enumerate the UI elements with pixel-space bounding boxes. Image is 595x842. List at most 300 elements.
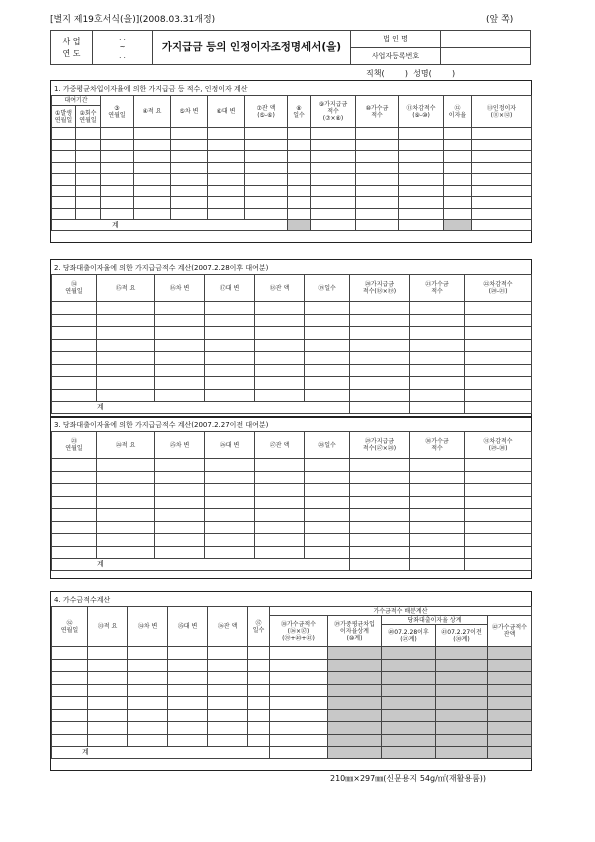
table-cell[interactable] [270,672,328,685]
table-cell[interactable] [465,521,532,534]
table-cell[interactable] [399,185,444,197]
table-cell[interactable] [472,151,532,163]
table-cell[interactable] [255,534,305,547]
table-cell[interactable] [101,208,134,220]
table-cell[interactable] [168,672,208,685]
table-cell[interactable] [410,534,465,547]
table-cell[interactable] [97,377,155,390]
table-cell[interactable] [399,162,444,174]
table-cell[interactable] [255,546,305,559]
table-cell[interactable] [270,684,328,697]
table-cell[interactable] [410,314,465,327]
table-cell[interactable] [356,185,399,197]
total-cell[interactable] [465,402,532,414]
table-cell[interactable] [205,509,255,522]
table-cell[interactable] [465,327,532,340]
table-cell[interactable] [465,314,532,327]
table-cell[interactable] [410,484,465,497]
table-cell[interactable] [155,389,205,402]
table-cell[interactable] [171,139,208,151]
table-cell[interactable] [350,327,410,340]
table-cell[interactable] [399,174,444,186]
table-cell[interactable] [101,174,134,186]
table-cell[interactable] [270,647,328,660]
table-cell[interactable] [52,471,97,484]
table-cell[interactable] [52,521,97,534]
total-cell[interactable] [350,402,410,414]
table-cell[interactable] [305,484,350,497]
table-cell[interactable] [410,339,465,352]
table-cell[interactable] [52,139,76,151]
table-cell[interactable] [472,174,532,186]
table-cell[interactable] [255,364,305,377]
total-cell[interactable] [410,559,465,571]
table-cell[interactable] [410,377,465,390]
table-cell[interactable] [205,459,255,472]
table-cell[interactable] [410,327,465,340]
table-cell[interactable] [356,197,399,209]
table-cell[interactable] [311,151,356,163]
table-cell[interactable] [208,128,245,140]
table-cell[interactable] [97,339,155,352]
table-cell[interactable] [97,471,155,484]
table-cell[interactable] [399,197,444,209]
table-cell[interactable] [399,128,444,140]
table-cell[interactable] [245,185,288,197]
table-cell[interactable] [350,509,410,522]
table-cell[interactable] [208,672,248,685]
table-cell[interactable] [444,151,472,163]
table-cell[interactable] [288,151,311,163]
table-cell[interactable] [208,709,248,722]
table-cell[interactable] [134,208,171,220]
table-cell[interactable] [444,185,472,197]
table-cell[interactable] [255,314,305,327]
table-cell[interactable] [311,162,356,174]
table-cell[interactable] [208,185,245,197]
table-cell[interactable] [171,185,208,197]
table-cell[interactable] [208,647,248,660]
table-cell[interactable] [399,151,444,163]
table-cell[interactable] [52,734,88,747]
table-cell[interactable] [472,185,532,197]
table-cell[interactable] [305,314,350,327]
table-cell[interactable] [168,709,208,722]
table-cell[interactable] [472,162,532,174]
table-cell[interactable] [465,352,532,365]
table-cell[interactable] [311,174,356,186]
table-cell[interactable] [155,484,205,497]
table-cell[interactable] [97,496,155,509]
table-cell[interactable] [155,314,205,327]
table-cell[interactable] [305,364,350,377]
table-cell[interactable] [128,722,168,735]
table-cell[interactable] [305,352,350,365]
table-cell[interactable] [248,647,270,660]
table-cell[interactable] [305,459,350,472]
table-cell[interactable] [155,339,205,352]
table-cell[interactable] [97,509,155,522]
table-cell[interactable] [52,352,97,365]
table-cell[interactable] [52,197,76,209]
table-cell[interactable] [465,546,532,559]
table-cell[interactable] [97,352,155,365]
table-cell[interactable] [52,509,97,522]
table-cell[interactable] [465,302,532,315]
table-cell[interactable] [305,471,350,484]
table-cell[interactable] [305,302,350,315]
table-cell[interactable] [208,197,245,209]
table-cell[interactable] [155,352,205,365]
table-cell[interactable] [171,162,208,174]
total-cell[interactable] [472,220,532,231]
table-cell[interactable] [97,459,155,472]
table-cell[interactable] [101,197,134,209]
table-cell[interactable] [88,684,128,697]
table-cell[interactable] [168,734,208,747]
table-cell[interactable] [52,709,88,722]
table-cell[interactable] [128,659,168,672]
table-cell[interactable] [305,534,350,547]
table-cell[interactable] [52,128,76,140]
table-cell[interactable] [52,722,88,735]
table-cell[interactable] [134,128,171,140]
table-cell[interactable] [208,697,248,710]
table-cell[interactable] [305,327,350,340]
table-cell[interactable] [245,139,288,151]
table-cell[interactable] [350,459,410,472]
table-cell[interactable] [270,734,328,747]
table-cell[interactable] [128,697,168,710]
table-cell[interactable] [155,496,205,509]
table-cell[interactable] [356,139,399,151]
table-cell[interactable] [248,672,270,685]
total-cell[interactable] [410,402,465,414]
table-cell[interactable] [305,377,350,390]
table-cell[interactable] [101,151,134,163]
table-cell[interactable] [311,197,356,209]
table-cell[interactable] [350,302,410,315]
table-cell[interactable] [171,151,208,163]
table-cell[interactable] [88,722,128,735]
table-cell[interactable] [205,327,255,340]
table-cell[interactable] [472,197,532,209]
table-cell[interactable] [76,139,101,151]
table-cell[interactable] [134,139,171,151]
table-cell[interactable] [350,364,410,377]
table-cell[interactable] [356,151,399,163]
table-cell[interactable] [410,459,465,472]
table-cell[interactable] [356,208,399,220]
table-cell[interactable] [270,709,328,722]
table-cell[interactable] [288,128,311,140]
table-cell[interactable] [128,734,168,747]
table-cell[interactable] [410,352,465,365]
table-cell[interactable] [399,208,444,220]
table-cell[interactable] [76,174,101,186]
table-cell[interactable] [52,546,97,559]
table-cell[interactable] [350,314,410,327]
table-cell[interactable] [270,659,328,672]
table-cell[interactable] [255,327,305,340]
table-cell[interactable] [350,521,410,534]
table-cell[interactable] [472,139,532,151]
table-cell[interactable] [288,174,311,186]
table-cell[interactable] [128,672,168,685]
table-cell[interactable] [350,496,410,509]
table-cell[interactable] [356,174,399,186]
table-cell[interactable] [88,647,128,660]
corp-name-field[interactable] [441,31,531,48]
table-cell[interactable] [97,302,155,315]
table-cell[interactable] [305,546,350,559]
total-cell[interactable] [311,220,356,231]
table-cell[interactable] [410,546,465,559]
table-cell[interactable] [270,697,328,710]
table-cell[interactable] [208,722,248,735]
table-cell[interactable] [270,722,328,735]
table-cell[interactable] [311,185,356,197]
table-cell[interactable] [155,377,205,390]
table-cell[interactable] [305,389,350,402]
table-cell[interactable] [444,197,472,209]
table-cell[interactable] [472,208,532,220]
table-cell[interactable] [472,128,532,140]
table-cell[interactable] [444,128,472,140]
table-cell[interactable] [168,659,208,672]
table-cell[interactable] [465,389,532,402]
table-cell[interactable] [255,302,305,315]
table-cell[interactable] [444,174,472,186]
table-cell[interactable] [205,471,255,484]
table-cell[interactable] [245,128,288,140]
table-cell[interactable] [465,459,532,472]
table-cell[interactable] [208,139,245,151]
table-cell[interactable] [76,208,101,220]
table-cell[interactable] [208,734,248,747]
table-cell[interactable] [288,208,311,220]
table-cell[interactable] [205,314,255,327]
table-cell[interactable] [52,484,97,497]
table-cell[interactable] [205,339,255,352]
total-cell[interactable] [465,559,532,571]
table-cell[interactable] [134,151,171,163]
table-cell[interactable] [52,672,88,685]
table-cell[interactable] [52,496,97,509]
period-to[interactable]: . . [119,52,126,60]
total-cell[interactable] [270,747,328,759]
table-cell[interactable] [52,647,88,660]
table-cell[interactable] [171,128,208,140]
table-cell[interactable] [76,185,101,197]
total-cell[interactable] [356,220,399,231]
table-cell[interactable] [155,364,205,377]
table-cell[interactable] [52,174,76,186]
table-cell[interactable] [465,377,532,390]
table-cell[interactable] [134,185,171,197]
table-cell[interactable] [255,459,305,472]
table-cell[interactable] [171,197,208,209]
table-cell[interactable] [168,697,208,710]
table-cell[interactable] [350,339,410,352]
table-cell[interactable] [248,722,270,735]
table-cell[interactable] [97,327,155,340]
table-cell[interactable] [52,314,97,327]
table-cell[interactable] [97,546,155,559]
total-cell[interactable] [350,559,410,571]
table-cell[interactable] [255,521,305,534]
table-cell[interactable] [155,471,205,484]
table-cell[interactable] [76,128,101,140]
table-cell[interactable] [410,521,465,534]
table-cell[interactable] [101,139,134,151]
table-cell[interactable] [52,459,97,472]
table-cell[interactable] [245,162,288,174]
table-cell[interactable] [465,484,532,497]
table-cell[interactable] [168,647,208,660]
table-cell[interactable] [356,162,399,174]
table-cell[interactable] [128,709,168,722]
period-from[interactable]: . . [119,34,126,42]
table-cell[interactable] [168,722,208,735]
table-cell[interactable] [205,377,255,390]
table-cell[interactable] [205,546,255,559]
biz-no-field[interactable] [441,48,531,65]
table-cell[interactable] [311,139,356,151]
table-cell[interactable] [76,197,101,209]
table-cell[interactable] [52,339,97,352]
table-cell[interactable] [88,697,128,710]
table-cell[interactable] [52,684,88,697]
table-cell[interactable] [52,151,76,163]
table-cell[interactable] [97,484,155,497]
table-cell[interactable] [88,672,128,685]
table-cell[interactable] [155,546,205,559]
table-cell[interactable] [248,684,270,697]
table-cell[interactable] [88,734,128,747]
total-cell[interactable] [399,220,444,231]
table-cell[interactable] [311,208,356,220]
table-cell[interactable] [248,659,270,672]
table-cell[interactable] [205,389,255,402]
table-cell[interactable] [255,389,305,402]
table-cell[interactable] [205,352,255,365]
table-cell[interactable] [97,314,155,327]
table-cell[interactable] [444,208,472,220]
table-cell[interactable] [52,185,76,197]
table-cell[interactable] [88,659,128,672]
table-cell[interactable] [350,471,410,484]
table-cell[interactable] [410,471,465,484]
table-cell[interactable] [76,162,101,174]
table-cell[interactable] [305,496,350,509]
table-cell[interactable] [155,302,205,315]
table-cell[interactable] [52,389,97,402]
table-cell[interactable] [52,208,76,220]
table-cell[interactable] [245,208,288,220]
table-cell[interactable] [305,339,350,352]
table-cell[interactable] [128,647,168,660]
table-cell[interactable] [465,471,532,484]
table-cell[interactable] [444,139,472,151]
table-cell[interactable] [88,709,128,722]
table-cell[interactable] [128,684,168,697]
table-cell[interactable] [97,364,155,377]
table-cell[interactable] [350,352,410,365]
table-cell[interactable] [134,197,171,209]
table-cell[interactable] [208,162,245,174]
table-cell[interactable] [350,377,410,390]
table-cell[interactable] [255,471,305,484]
table-cell[interactable] [288,197,311,209]
table-cell[interactable] [101,185,134,197]
table-cell[interactable] [155,534,205,547]
table-cell[interactable] [52,364,97,377]
table-cell[interactable] [465,509,532,522]
table-cell[interactable] [208,659,248,672]
table-cell[interactable] [255,509,305,522]
table-cell[interactable] [155,521,205,534]
table-cell[interactable] [245,151,288,163]
table-cell[interactable] [305,509,350,522]
table-cell[interactable] [171,174,208,186]
table-cell[interactable] [465,364,532,377]
table-cell[interactable] [101,162,134,174]
table-cell[interactable] [134,162,171,174]
table-cell[interactable] [168,684,208,697]
table-cell[interactable] [255,352,305,365]
table-cell[interactable] [208,684,248,697]
table-cell[interactable] [171,208,208,220]
table-cell[interactable] [76,151,101,163]
table-cell[interactable] [248,709,270,722]
table-cell[interactable] [97,389,155,402]
table-cell[interactable] [399,139,444,151]
table-cell[interactable] [155,509,205,522]
table-cell[interactable] [52,327,97,340]
table-cell[interactable] [52,534,97,547]
table-cell[interactable] [350,546,410,559]
table-cell[interactable] [465,496,532,509]
table-cell[interactable] [205,496,255,509]
table-cell[interactable] [52,377,97,390]
table-cell[interactable] [205,484,255,497]
table-cell[interactable] [356,128,399,140]
table-cell[interactable] [288,139,311,151]
table-cell[interactable] [208,174,245,186]
table-cell[interactable] [97,534,155,547]
table-cell[interactable] [155,459,205,472]
table-cell[interactable] [410,302,465,315]
table-cell[interactable] [465,339,532,352]
table-cell[interactable] [255,496,305,509]
table-cell[interactable] [248,734,270,747]
table-cell[interactable] [52,162,76,174]
table-cell[interactable] [255,339,305,352]
table-cell[interactable] [255,484,305,497]
table-cell[interactable] [465,534,532,547]
table-cell[interactable] [52,659,88,672]
table-cell[interactable] [205,521,255,534]
table-cell[interactable] [97,521,155,534]
table-cell[interactable] [410,496,465,509]
table-cell[interactable] [208,208,245,220]
table-cell[interactable] [205,302,255,315]
table-cell[interactable] [350,389,410,402]
table-cell[interactable] [311,128,356,140]
table-cell[interactable] [205,364,255,377]
table-cell[interactable] [288,185,311,197]
